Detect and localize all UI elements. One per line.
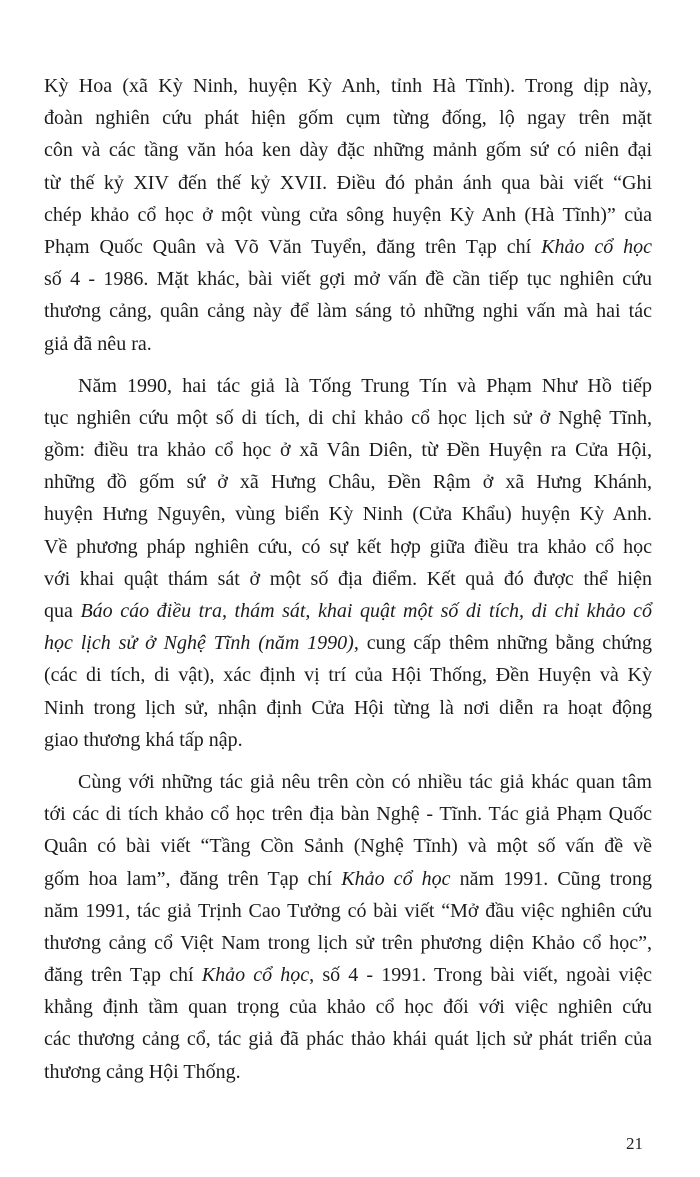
text-run: thương cảng Hội Thống. bbox=[44, 1060, 241, 1083]
text-run: số 4 - 1986. Mặt khác, bài viết gợi mở vấn đề cần tiếp tục nghiên cứu bbox=[44, 268, 652, 291]
page-number: 21 bbox=[626, 1134, 643, 1153]
text-run: với khai quật thám sát ở một số địa điểm. Kết quả đó được thể hiện bbox=[44, 567, 652, 590]
text-run: thương cảng, quân cảng này để làm sáng tỏ những nghi vấn mà hai tác bbox=[44, 300, 652, 323]
text-line bbox=[44, 102, 652, 134]
text-run: giả đã nêu ra. bbox=[44, 332, 152, 355]
text-run: Kỳ Hoa (xã Kỳ Ninh, huyện Kỳ Anh, tỉnh Hà Tĩnh). Trong dịp này, bbox=[44, 75, 652, 97]
text-line bbox=[44, 927, 652, 959]
text-line bbox=[44, 692, 652, 724]
text-run: tục nghiên cứu một số di tích, di chỉ khảo cổ học lịch sử ở Nghệ Tĩnh, bbox=[44, 406, 652, 429]
text-run: qua bbox=[44, 600, 81, 622]
body-text bbox=[44, 70, 652, 1088]
text-line bbox=[44, 830, 652, 862]
text-run: Ninh trong lịch sử, nhận định Cửa Hội từng là nơi diễn ra hoạt động bbox=[44, 696, 652, 719]
text-line bbox=[44, 263, 652, 295]
text-line bbox=[44, 134, 652, 166]
text-line bbox=[44, 434, 652, 466]
italic-text: Khảo cổ học bbox=[541, 235, 653, 258]
text-line bbox=[44, 627, 652, 659]
text-run: thương cảng cổ Việt Nam trong lịch sử trên phương diện Khảo cổ học”, bbox=[44, 931, 652, 954]
text-run: chép khảo cổ học ở một vùng cửa sông huyện Kỳ Anh (Hà Tĩnh)” của bbox=[44, 203, 652, 226]
text-line bbox=[44, 863, 652, 895]
text-run: Cùng với những tác giả nêu trên còn có nhiều tác giả khác quan tâm bbox=[78, 770, 652, 793]
text-run: từ thế kỷ XIV đến thế kỷ XVII. Điều đó phản ánh qua bài viết “Ghi bbox=[44, 171, 652, 194]
italic-text: Khảo cổ học bbox=[201, 964, 310, 987]
text-run: (các di tích, di vật), xác định vị trí của Hội Thống, Đền Huyện và Kỳ bbox=[44, 664, 652, 687]
text-run: các thương cảng cổ, tác giả đã phác thảo khái quát lịch sử phát triển của bbox=[44, 1028, 652, 1051]
text-line bbox=[44, 466, 652, 498]
text-line bbox=[44, 595, 652, 627]
text-line bbox=[44, 167, 652, 199]
text-line bbox=[44, 724, 652, 756]
paragraph-1 bbox=[44, 70, 652, 360]
text-line bbox=[44, 231, 652, 263]
text-line bbox=[44, 402, 652, 434]
text-line bbox=[44, 328, 652, 360]
text-line bbox=[44, 766, 652, 798]
paragraph-gap bbox=[44, 360, 652, 370]
text-line bbox=[44, 370, 652, 402]
paragraph-3 bbox=[44, 766, 652, 1088]
text-run: năm 1991, tác giả Trịnh Cao Tưởng có bài viết “Mở đầu việc nghiên cứu bbox=[44, 899, 652, 922]
text-run: Năm 1990, hai tác giả là Tống Trung Tín và Phạm Như Hồ tiếp bbox=[78, 374, 652, 397]
text-run: những đồ gốm sứ ở xã Hưng Châu, Đền Rậm ở xã Hưng Khánh, bbox=[44, 471, 652, 494]
italic-text: Báo cáo điều tra, thám sát, khai quật một số di tích, di chỉ khảo cổ bbox=[80, 600, 652, 622]
text-run: côn và các tầng văn hóa ken dày đặc những mảnh gốm sứ có niên đại bbox=[44, 139, 652, 162]
text-line bbox=[44, 959, 652, 991]
text-run: gồm: điều tra khảo cổ học ở xã Vân Diên, từ Đền Huyện ra Cửa Hội, bbox=[44, 439, 652, 462]
text-line bbox=[44, 70, 652, 102]
italic-text: Khảo cổ học bbox=[341, 867, 451, 890]
text-run: huyện Hưng Nguyên, vùng biển Kỳ Ninh (Cửa Khẩu) huyện Kỳ Anh. bbox=[44, 503, 652, 526]
paragraph-2 bbox=[44, 370, 652, 756]
text-run: gốm hoa lam”, đăng trên Tạp chí bbox=[44, 867, 342, 890]
text-line bbox=[44, 531, 652, 563]
text-run: giao thương khá tấp nập. bbox=[44, 728, 243, 751]
text-run: Về phương pháp nghiên cứu, có sự kết hợp giữa điều tra khảo cổ học bbox=[44, 535, 652, 558]
text-line bbox=[44, 498, 652, 530]
text-line bbox=[44, 991, 652, 1023]
italic-text: học lịch sử ở Nghệ Tĩnh (năm 1990) bbox=[44, 632, 354, 655]
text-run: năm 1991. Cũng trong bbox=[450, 867, 653, 890]
paragraph-gap bbox=[44, 756, 652, 766]
text-line bbox=[44, 1023, 652, 1055]
text-run: Quân có bài viết “Tầng Cồn Sảnh (Nghệ Tĩnh) và một số vấn đề về bbox=[44, 835, 652, 858]
text-run: tới các di tích khảo cổ học trên địa bàn Nghệ - Tĩnh. Tác giả Phạm Quốc bbox=[44, 803, 652, 826]
text-run: đoàn nghiên cứu phát hiện gốm cụm từng đống, lộ ngay trên mặt bbox=[44, 107, 652, 130]
text-run: đăng trên Tạp chí bbox=[44, 964, 202, 987]
text-line bbox=[44, 295, 652, 327]
text-line bbox=[44, 895, 652, 927]
text-line bbox=[44, 798, 652, 830]
text-line bbox=[44, 659, 652, 691]
text-run: Phạm Quốc Quân và Võ Văn Tuyển, đăng trên Tạp chí bbox=[44, 235, 542, 258]
text-line bbox=[44, 1056, 652, 1088]
text-line bbox=[44, 199, 652, 231]
text-line bbox=[44, 563, 652, 595]
text-run: khẳng định tầm quan trọng của khảo cổ học đối với việc nghiên cứu bbox=[44, 996, 652, 1019]
text-run: , cung cấp thêm những bằng chứng bbox=[353, 632, 652, 655]
text-run: , số 4 - 1991. Trong bài viết, ngoài việc bbox=[309, 964, 652, 987]
